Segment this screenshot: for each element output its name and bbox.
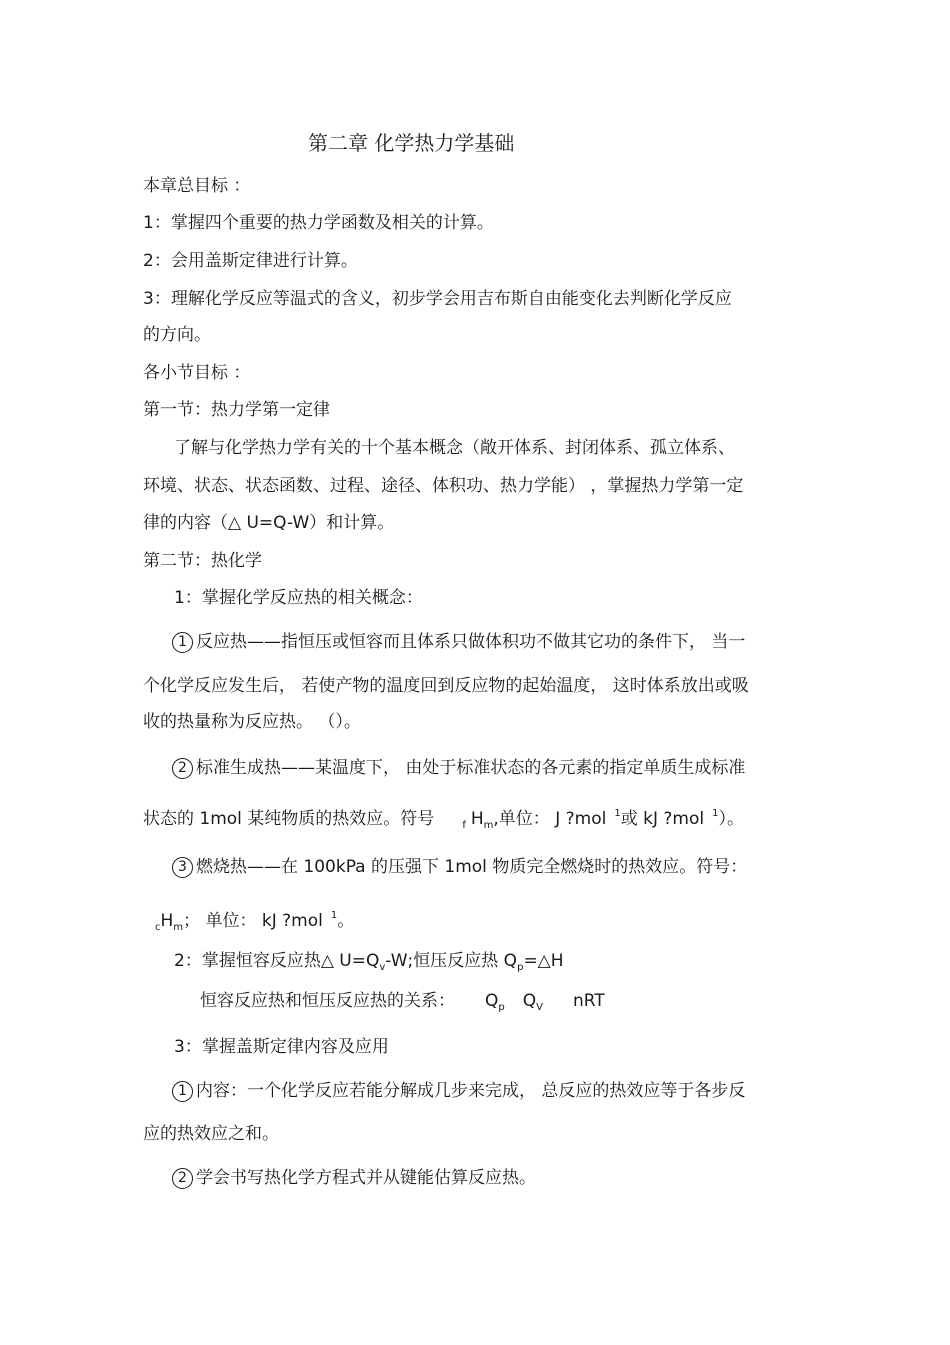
def-formation-heat-line1: [172, 757, 745, 779]
def-combustion-heat-line2: [155, 905, 354, 939]
def-reaction-heat-line3: 收的热量称为反应热。 （）。: [143, 712, 361, 732]
section1-line3: 律的内容（△ U=Q-W）和计算。: [143, 513, 395, 533]
hess-content-line2: 应的热效应之和。: [143, 1124, 279, 1144]
circled-number-1: 1: [172, 632, 193, 653]
relation-Qp: Q: [485, 991, 499, 1011]
symbol-sub-f: f: [462, 820, 466, 831]
unit-or: 或 kJ ?mol: [620, 809, 705, 829]
relation-nRT: nRT: [572, 991, 605, 1011]
section2-point2: [174, 950, 564, 979]
def-reaction-heat-line1: [172, 631, 745, 653]
goal-item-2: 2：会用盖斯定律进行计算。: [143, 251, 358, 271]
goal-item-3: 3：理解化学反应等温式的含义，初步学会用吉布斯自由能变化去判断化学反应: [143, 289, 732, 309]
circled-number-2: 2: [172, 1168, 193, 1189]
section1-line1: 了解与化学热力学有关的十个基本概念（敞开体系、封闭体系、孤立体系、: [174, 438, 735, 458]
combustion-heat-text: 燃烧热——在 100kPa 的压强下 1mol 物质完全燃烧时的热效应。符号：: [196, 857, 748, 877]
def-formation-heat-line2: [143, 803, 744, 837]
circled-number-2: 2: [172, 758, 193, 779]
unit-close: ）。: [718, 809, 744, 829]
reaction-heat-text: 反应热——指恒压或恒容而且体系只做体积功不做其它功的条件下， 当一: [196, 632, 746, 652]
circled-number-3: 3: [172, 857, 193, 878]
point2-text-c: =△H: [523, 951, 564, 971]
unit-sup-1: 1: [614, 808, 621, 819]
goal-item-1: 1：掌握四个重要的热力学函数及相关的计算。: [143, 213, 494, 233]
section1-heading: 第一节：热力学第一定律: [143, 400, 330, 420]
point2-text-a: 2：掌握恒容反应热△ U=Q: [174, 951, 380, 971]
symbol-H: H: [470, 809, 484, 829]
goals-heading: 本章总目标 ：: [143, 176, 251, 196]
symbol-sub-m: m: [173, 922, 184, 933]
sub-v: v: [379, 962, 386, 973]
combustion-unit-end: 。: [337, 911, 355, 931]
unit-label: ,单位： J ?mol: [493, 809, 607, 829]
def-combustion-heat-line1: [172, 856, 747, 878]
symbol-sub-m: m: [483, 820, 494, 831]
relation-sub-p: p: [498, 1002, 505, 1013]
symbol-H: H: [160, 911, 174, 931]
formation-heat-desc: 状态的 1mol 某纯物质的热效应。符号: [143, 809, 435, 829]
section2-point3: 3：掌握盖斯定律内容及应用: [174, 1037, 389, 1057]
hess-application-line: [172, 1167, 536, 1189]
def-reaction-heat-line2: 个化学反应发生后， 若使产物的温度回到反应物的起始温度， 这时体系放出或吸: [143, 676, 749, 696]
unit-sup-2: 1: [712, 808, 719, 819]
hess-content-line1: [172, 1080, 745, 1102]
section2-heading: 第二节：热化学: [143, 551, 262, 571]
relation-sub-v: V: [536, 1002, 543, 1013]
heat-relation: [200, 990, 605, 1019]
formation-heat-text: 标准生成热——某温度下， 由处于标准状态的各元素的指定单质生成标准: [196, 758, 746, 778]
symbol-sub-c: c: [155, 922, 161, 933]
relation-Qv: Q: [522, 991, 537, 1011]
unit-sup: 1: [330, 910, 338, 921]
section1-line2: 环境、状态、状态函数、过程、途径、体积功、热力学能） ，掌握热力学第一定: [143, 476, 744, 496]
page-title: 第二章 化学热力学基础: [308, 131, 515, 155]
hess-content-text: 内容：一个化学反应若能分解成几步来完成， 总反应的热效应等于各步反: [196, 1081, 746, 1101]
section-goals-heading: 各小节目标 ：: [143, 363, 251, 383]
circled-number-1: 1: [172, 1081, 193, 1102]
sub-p: p: [517, 962, 524, 973]
relation-text: 恒容反应热和恒压反应热的关系：: [200, 991, 455, 1011]
point2-text-b: -W;恒压反应热 Q: [385, 951, 518, 971]
hess-application-text: 学会书写热化学方程式并从键能估算反应热。: [196, 1168, 536, 1188]
section2-point1: 1：掌握化学反应热的相关概念：: [174, 588, 423, 608]
goal-item-3-cont: 的方向。: [143, 325, 211, 345]
combustion-unit: ； 单位： kJ ?mol: [183, 911, 323, 931]
